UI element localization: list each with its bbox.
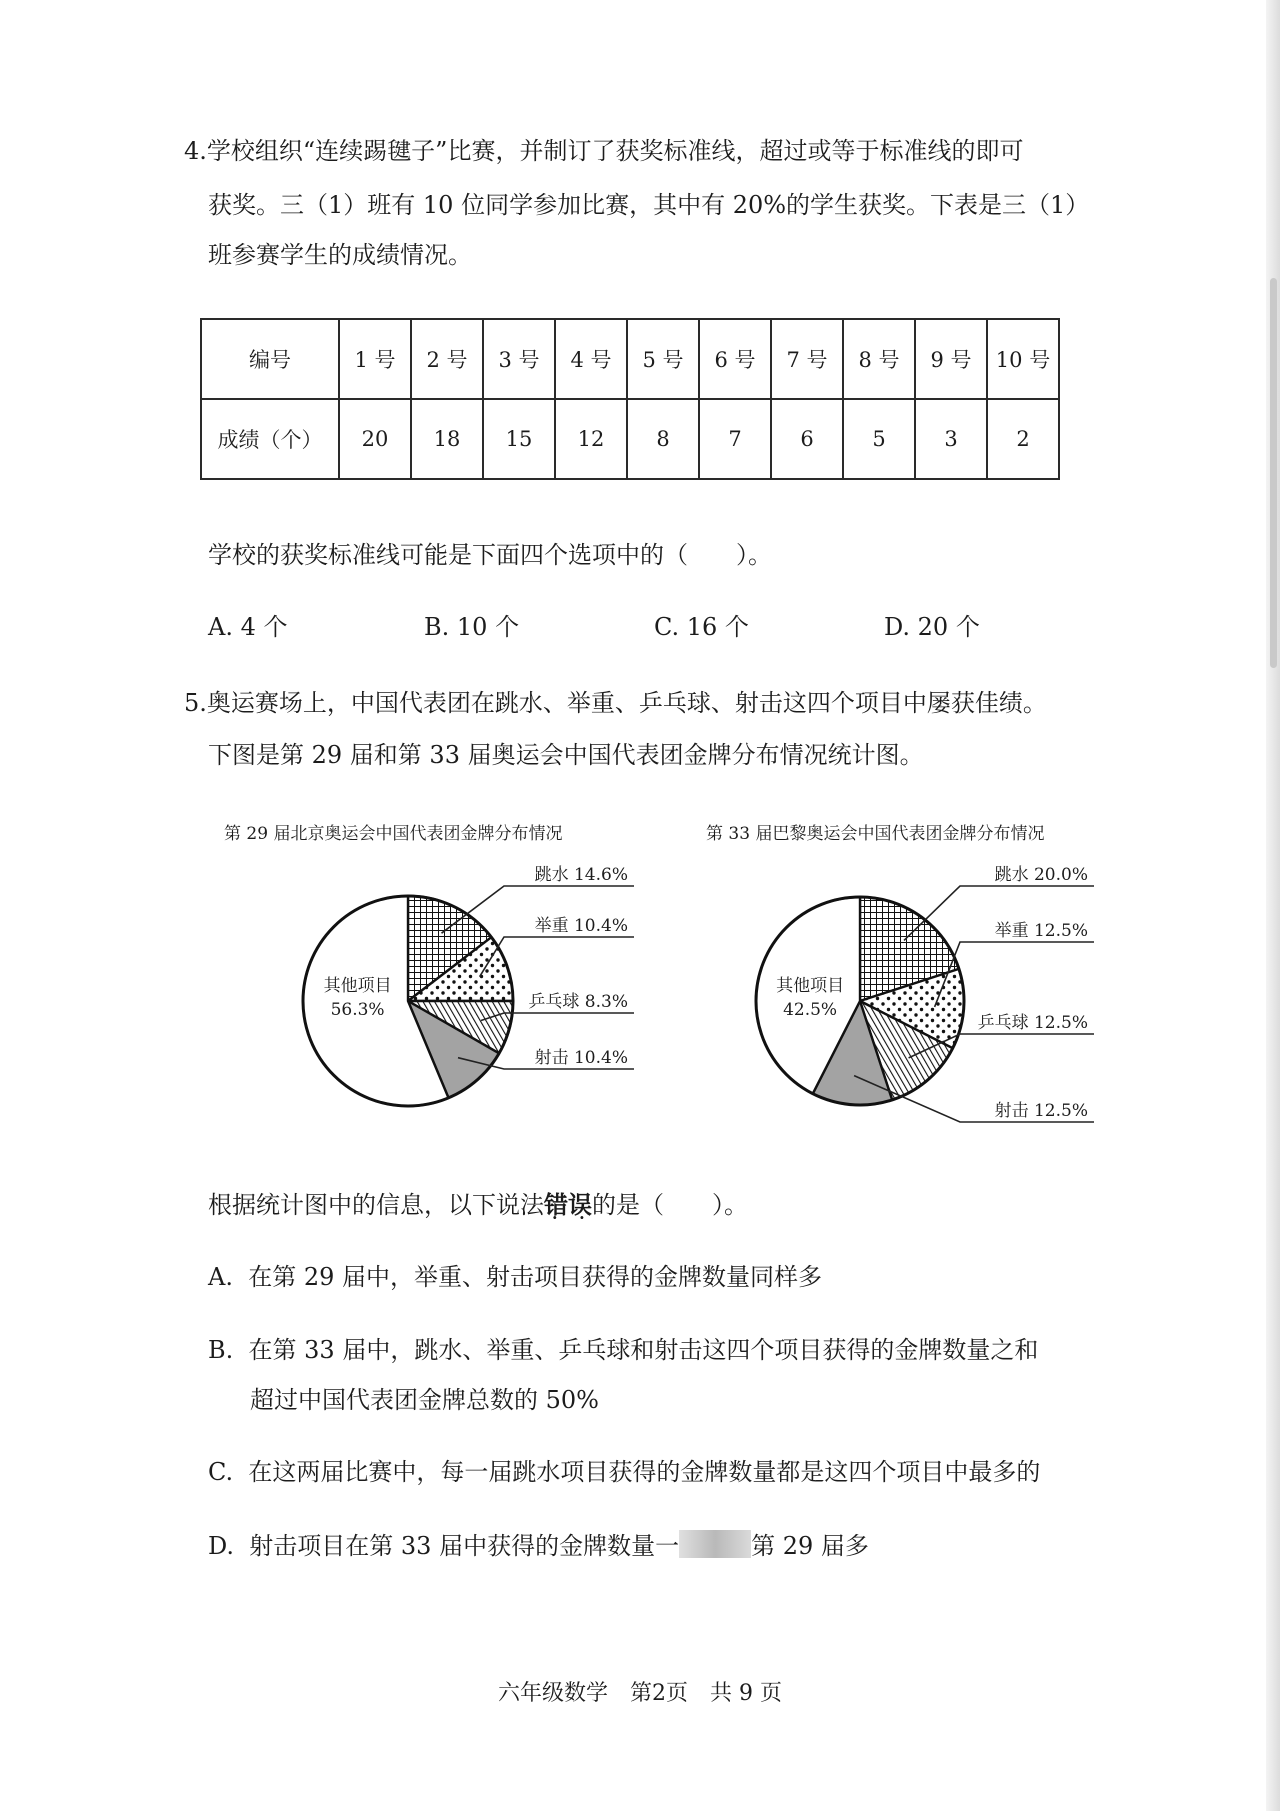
chart-title-29: 第 29 届北京奥运会中国代表团金牌分布情况 <box>224 824 563 844</box>
table-cell: 20 <box>339 399 411 479</box>
table-cell: 5 <box>843 399 915 479</box>
slice-label-diving: 跳水 20.0% <box>994 865 1088 885</box>
table-cell: 10 号 <box>987 319 1059 399</box>
q4-line-3: 班参赛学生的成绩情况。 <box>208 241 472 269</box>
slice-value-other: 42.5% <box>783 1000 838 1020</box>
q5-option-d: D. 射击项目在第 33 届中获得的金牌数量一 第 29 届多 <box>208 1532 869 1560</box>
q4-line-1: 4.学校组织“连续踢毽子”比赛，并制订了获奖标准线，超过或等于标准线的即可 <box>184 137 1024 165</box>
table-cell: 4 号 <box>555 319 627 399</box>
table-cell: 18 <box>411 399 483 479</box>
pie-chart-29 <box>303 865 634 1106</box>
table-cell: 7 <box>699 399 771 479</box>
page-footer: 六年级数学 第2页 共 9 页 <box>498 1681 782 1706</box>
table-cell: 8 号 <box>843 319 915 399</box>
table-cell: 1 号 <box>339 319 411 399</box>
slice-label-table-tennis: 乒乓球 12.5% <box>977 1013 1088 1033</box>
q4-option-d: D. 20 个 <box>884 613 980 641</box>
table-cell: 6 <box>771 399 843 479</box>
q5-line-1: 5.奥运赛场上，中国代表团在跳水、举重、乒乓球、射击这四个项目中屡获佳绩。 <box>184 689 1047 717</box>
q5-option-c: C. 在这两届比赛中，每一届跳水项目获得的金牌数量都是这四个项目中最多的 <box>208 1458 1041 1486</box>
blurred-text <box>679 1530 751 1558</box>
table-cell: 7 号 <box>771 319 843 399</box>
table-cell: 9 号 <box>915 319 987 399</box>
q5-number: 5. <box>184 689 207 717</box>
q5-option-a: A. 在第 29 届中，举重、射击项目获得的金牌数量同样多 <box>208 1263 823 1291</box>
table-cell: 12 <box>555 399 627 479</box>
table-cell: 5 号 <box>627 319 699 399</box>
table-cell: 2 <box>987 399 1059 479</box>
q4-number: 4. <box>184 137 207 165</box>
q4-line-2: 获奖。三（1）班有 10 位同学参加比赛，其中有 20%的学生获奖。下表是三（1） <box>208 191 1090 219</box>
slice-label-weightlifting: 举重 12.5% <box>994 921 1088 941</box>
table-cell: 3 <box>915 399 987 479</box>
emphasis-wrong: 错误 · · <box>544 1190 592 1219</box>
chart-title-33: 第 33 届巴黎奥运会中国代表团金牌分布情况 <box>706 824 1045 844</box>
slice-label-shooting: 射击 12.5% <box>994 1101 1088 1121</box>
slice-label-diving: 跳水 14.6% <box>534 865 628 885</box>
q4-option-c: C. 16 个 <box>654 613 749 641</box>
pie-chart-33 <box>756 865 1094 1122</box>
slice-label-shooting: 射击 10.4% <box>534 1048 628 1068</box>
slice-label-other: 其他项目 <box>323 976 392 996</box>
q5-option-b: B. 在第 33 届中，跳水、举重、乒乓球和射击这四个项目获得的金牌数量之和 <box>208 1336 1039 1364</box>
q5-question: 根据统计图中的信息，以下说法错误 · ·的是（ ）。 <box>208 1190 748 1220</box>
q5-line-2: 下图是第 29 届和第 33 届奥运会中国代表团金牌分布情况统计图。 <box>208 741 924 769</box>
q4-option-b: B. 10 个 <box>424 613 520 641</box>
q4-option-a: A. 4 个 <box>208 613 288 641</box>
slice-value-other: 56.3% <box>330 1000 385 1020</box>
slice-label-weightlifting: 举重 10.4% <box>534 916 628 936</box>
table-cell: 15 <box>483 399 555 479</box>
table-header-score: 成绩（个） <box>201 399 339 479</box>
slice-label-other: 其他项目 <box>776 976 845 996</box>
q4-question: 学校的获奖标准线可能是下面四个选项中的（ ）。 <box>208 541 772 569</box>
table-cell: 8 <box>627 399 699 479</box>
q5-option-b-cont: 超过中国代表团金牌总数的 50% <box>250 1386 599 1414</box>
table-cell: 3 号 <box>483 319 555 399</box>
slice-label-table-tennis: 乒乓球 8.3% <box>528 992 628 1012</box>
table-cell: 2 号 <box>411 319 483 399</box>
table-header-id: 编号 <box>201 319 339 399</box>
table-cell: 6 号 <box>699 319 771 399</box>
